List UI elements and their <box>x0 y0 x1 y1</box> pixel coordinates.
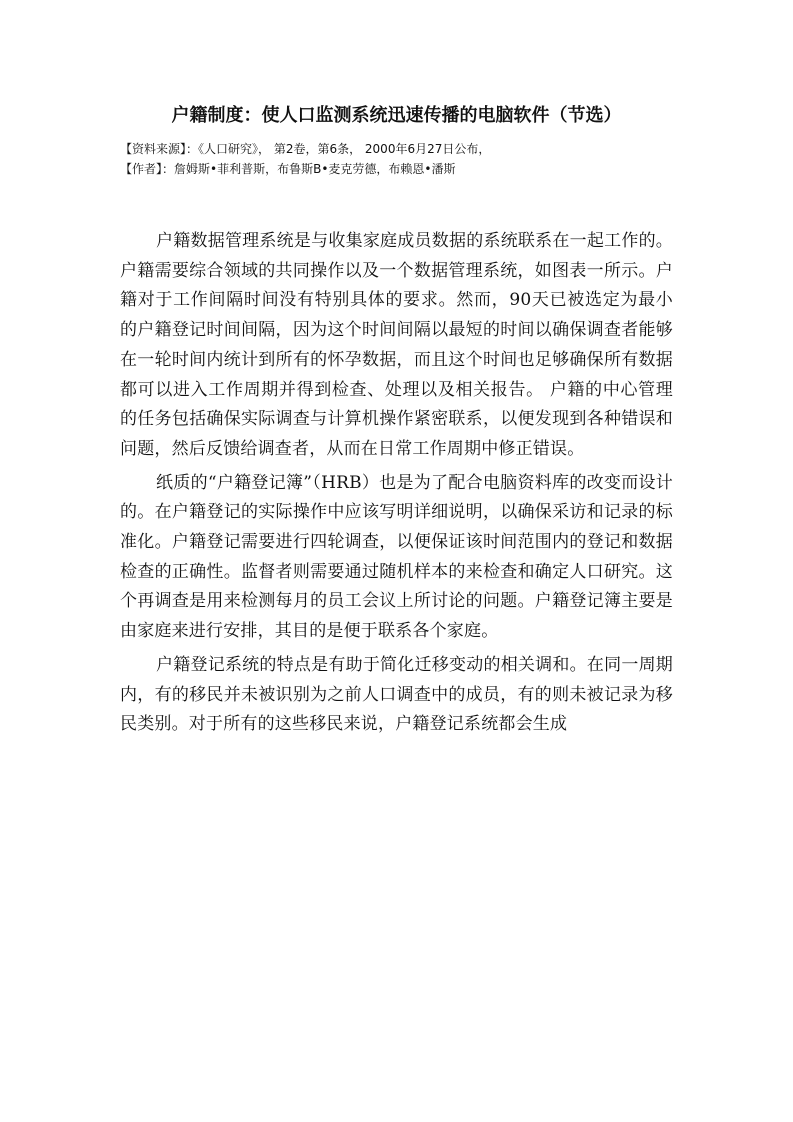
paragraph-3: 户籍登记系统的特点是有助于简化迁移变动的相关调和。在同一周期内，有的移民并未被识别为之前人口调查中的成员，有的则未被记录为移民类别。对于所有的这些移民来说，户籍登记系统都会生成 <box>120 654 673 735</box>
article-body <box>120 227 673 744</box>
source-line <box>120 141 490 157</box>
authors-value: 詹姆斯•菲利普斯，布鲁斯B•麦克劳德，布赖恩•潘斯 <box>174 162 456 176</box>
document-title: 户籍制度：使人口监测系统迅速传播的电脑软件（节选） <box>171 105 622 126</box>
paragraph-2: 纸质的“户籍登记簿”（HRB）也是为了配合电脑资料库的改变而设计的。在户籍登记的实际操作中应该写明详细说明，以确保采访和记录的标准化。户籍登记需要进行四轮调查，以便保证该时间范围内的登记和数据检查的正确性。监督者则需要通过随机样本的来检查和确定人口研究。这个再调查是用来检测每月的员工会议上所讨论的问题。户籍登记簿主要是由家庭来进行安排，其目的是便于联系各个家庭。 <box>120 472 673 642</box>
authors-line <box>120 161 455 177</box>
source-value: 《人口研究》， 第2卷，第6条， 2000年6月27日公布， <box>198 142 491 156</box>
paragraph-1: 户籍数据管理系统是与收集家庭成员数据的系统联系在一起工作的。户籍需要综合领域的共同操作以及一个数据管理系统，如图表一所示。户籍对于工作间隔时间没有特别具体的要求。然而，90天已被选定为最小的户籍登记时间间隔，因为这个时间间隔以最短的时间以确保调查者能够在一轮时间内统计到所有的怀孕数据，而且这个时间也足够确保所有数据都可以进入工作周期并得到检查、处理以及相关报告。 户籍的中心管理的任务包括确保实际调查与计算机操作紧密联系，以便发现到各种错误和问题，然后反馈给调查者，从而在日常工作周期中修正错误。 <box>120 231 673 459</box>
source-label: 【资料来源】： <box>120 142 199 156</box>
authors-label: 【作者】： <box>120 162 175 176</box>
